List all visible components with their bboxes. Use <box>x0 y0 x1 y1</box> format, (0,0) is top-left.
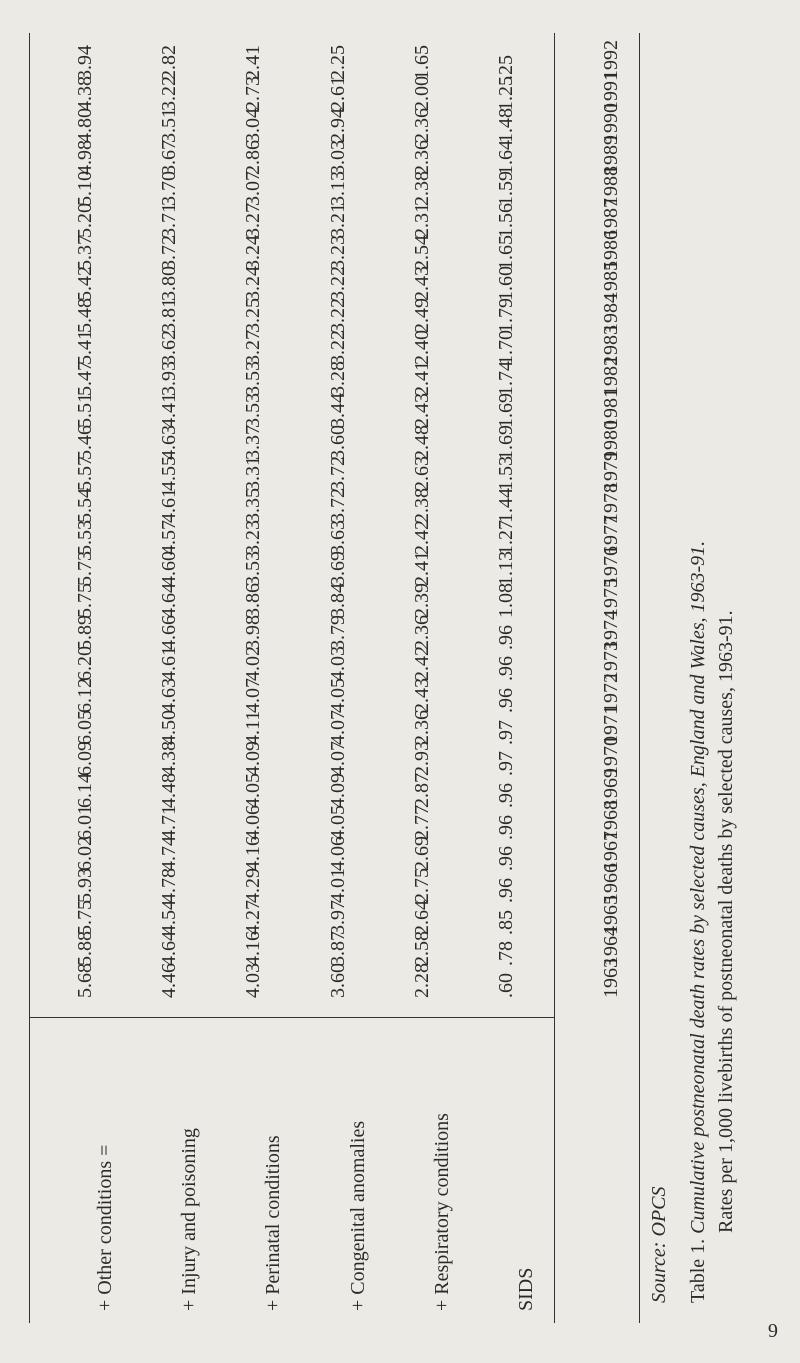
table-cell: 5.93 <box>74 868 97 903</box>
year-label: 1975 <box>600 578 622 618</box>
table-cell: 4.74 <box>158 836 181 872</box>
table-cell: 5.47 <box>74 361 97 397</box>
table-cell: 3.97 <box>326 899 349 935</box>
table-cell: 5.20 <box>74 203 97 238</box>
table-cell: 6.09 <box>74 741 97 777</box>
table-cell: 3.22 <box>326 266 349 302</box>
table-cell: 4.09 <box>326 773 349 808</box>
caption-text: Cumulative postneonatal death rates by selected causes, England and Wales, 1963-91. <box>687 540 709 1239</box>
table-cell: 3.25 <box>242 298 265 333</box>
caption-title <box>684 63 712 1303</box>
table-cell: .96 <box>494 878 517 903</box>
table-cell: 2.42 <box>410 646 433 682</box>
table-cell: 2.61 <box>326 76 349 112</box>
source-note <box>648 1003 678 1303</box>
table-cell: 4.57 <box>158 519 181 555</box>
year-label: 1965 <box>600 894 622 935</box>
table-cell: 3.27 <box>242 329 265 365</box>
row-label: + Respiratory conditions <box>430 1113 453 1311</box>
table-cell: 5.42 <box>74 266 97 302</box>
table-cell: 5.10 <box>74 171 97 207</box>
table-cell: 2.87 <box>410 773 433 808</box>
table-cell: 3.70 <box>158 171 181 207</box>
table-cell: 3.60 <box>326 424 349 460</box>
table-cell: 4.07 <box>326 709 349 745</box>
table-cell: 5.53 <box>74 519 97 555</box>
table-cell: 2.86 <box>242 139 265 175</box>
table-cell: 3.51 <box>158 108 181 143</box>
table-cell: 3.63 <box>326 519 349 555</box>
year-label: 1983 <box>600 324 622 365</box>
table-cell: 1.79 <box>494 298 517 333</box>
table-cell: 6.14 <box>74 773 97 808</box>
year-label: 1992 <box>600 39 622 80</box>
year-label: 1973 <box>600 641 622 682</box>
table-cell: 5.54 <box>74 488 97 523</box>
table-cell: 2.75 <box>410 868 433 903</box>
table-cell: 4.38 <box>158 741 181 777</box>
year-label: 1991 <box>600 71 622 112</box>
year-label: 1968 <box>600 799 622 840</box>
table-cell: 3.69 <box>326 551 349 587</box>
table-cell: 4.41 <box>158 393 181 428</box>
table-cell: 4.05 <box>326 804 349 840</box>
table-cell: 2.48 <box>410 424 433 460</box>
table-cell: 3.03 <box>326 139 349 175</box>
year-label: 1986 <box>600 229 622 270</box>
table-cell: 3.79 <box>326 614 349 650</box>
table-cell: 3.23 <box>326 234 349 270</box>
caption-label: Table 1. <box>687 1238 709 1303</box>
table-cell: 2.41 <box>242 44 265 80</box>
year-label: 1978 <box>600 483 622 523</box>
table-cell: 6.20 <box>74 646 97 682</box>
table-cell: 4.02 <box>242 646 265 682</box>
table-cell: 2.00 <box>410 76 433 112</box>
table-cell: 2.42 <box>410 519 433 555</box>
table-cell: 3.72 <box>326 456 349 492</box>
table-cell: 3.28 <box>326 361 349 397</box>
table-cell: 4.29 <box>242 868 265 903</box>
table-cell: 3.87 <box>326 931 349 967</box>
table-cell: 2.94 <box>326 108 349 143</box>
table-cell: 4.63 <box>158 424 181 460</box>
table-cell: 3.72 <box>326 488 349 523</box>
table-cell: 4.03 <box>326 646 349 682</box>
table-cell: 4.06 <box>326 836 349 872</box>
year-label: 1964 <box>600 926 622 967</box>
table-cell: 3.35 <box>242 488 265 523</box>
table-cell: 3.53 <box>242 393 265 428</box>
table-cell: .96 <box>494 624 517 650</box>
table-cell: 4.98 <box>74 139 97 175</box>
table-cell: 4.16 <box>242 836 265 872</box>
table-cell: 4.48 <box>158 773 181 808</box>
table-cell: 2.36 <box>410 709 433 745</box>
table-cell: 4.09 <box>242 741 265 777</box>
table-cell: 4.66 <box>158 614 181 650</box>
table-cell: 2.25 <box>326 44 349 80</box>
table-cell: 1.08 <box>494 583 517 618</box>
year-label: 1966 <box>600 863 622 903</box>
table-cell: 5.75 <box>74 899 97 935</box>
caption-subtitle: Rates per 1,000 livebirths of postneonatal deaths by selected causes, 1963-91. <box>715 610 737 1233</box>
table-cell: 2.58 <box>410 931 433 967</box>
year-label: 1985 <box>600 261 622 302</box>
table-cell: 3.53 <box>242 361 265 397</box>
table-cell: 3.53 <box>242 551 265 587</box>
table-cell: 3.22 <box>326 329 349 365</box>
year-label: 1989 <box>600 134 622 175</box>
table-cell: 5.68 <box>74 963 97 998</box>
table-cell: 1.53 <box>494 456 517 492</box>
row-label: + Congenital anomalies <box>346 1120 369 1311</box>
caption-lines <box>684 63 740 1303</box>
table-cell: .97 <box>494 719 517 745</box>
table-cell: 4.07 <box>326 741 349 777</box>
table-cell: 2.49 <box>410 298 433 333</box>
table-cell: 4.11 <box>242 710 265 745</box>
table-cell: 4.63 <box>158 678 181 713</box>
table-cell: 4.06 <box>242 804 265 840</box>
table-cell: 2.43 <box>410 678 433 713</box>
table-cell: 4.07 <box>242 678 265 713</box>
table-cell: 1.69 <box>494 424 517 460</box>
data-table <box>20 33 640 1323</box>
table-cell: 4.54 <box>158 899 181 935</box>
table-cell: 4.78 <box>158 868 181 903</box>
table-cell: 3.07 <box>242 171 265 207</box>
table-cell: 1.48 <box>494 108 517 143</box>
table-cell: .96 <box>494 846 517 872</box>
table-cell: 3.13 <box>326 171 349 207</box>
table-cell: 2.36 <box>410 614 433 650</box>
table-cell: 4.38 <box>74 76 97 112</box>
table-cell: 4.05 <box>326 678 349 713</box>
year-label: 1980 <box>600 419 622 460</box>
table-cell: 3.21 <box>326 203 349 238</box>
table-cell: .60 <box>494 973 517 998</box>
table-header <box>20 1023 640 1323</box>
table-cell: 2.31 <box>410 203 433 238</box>
year-label: 1970 <box>600 736 622 777</box>
table-cell: 3.80 <box>158 266 181 302</box>
table-cell: 1.44 <box>494 488 517 523</box>
table-cell: 4.27 <box>242 899 265 935</box>
table-cell: 2.63 <box>410 456 433 492</box>
table-cell: .96 <box>494 656 517 682</box>
year-label: 1987 <box>600 198 622 238</box>
table-cell: 2.36 <box>410 139 433 175</box>
table-cell: 2.54 <box>410 234 433 270</box>
table-cell: 2.64 <box>410 899 433 935</box>
table-cell: 1.70 <box>494 329 517 365</box>
table-cell: 3.24 <box>242 234 265 270</box>
row-label: SIDS <box>514 1267 537 1311</box>
table-cell: 2.82 <box>158 44 181 80</box>
year-label: 1981 <box>600 388 622 428</box>
table-cell: 1.13 <box>494 551 517 587</box>
table-cell: 1.60 <box>494 266 517 302</box>
table-cell: 3.62 <box>158 329 181 365</box>
table-cell: 1.65 <box>410 44 433 80</box>
table-cell: 5.75 <box>74 583 97 618</box>
year-label: 1974 <box>600 609 622 650</box>
table-cell: 4.80 <box>74 108 97 143</box>
table-cell: 4.03 <box>242 963 265 998</box>
table-cell: 1.64 <box>494 139 517 175</box>
table-caption <box>684 63 744 1303</box>
table-cell: 4.64 <box>158 931 181 967</box>
year-label: 1979 <box>600 451 622 492</box>
table-cell: 6.01 <box>74 804 97 840</box>
table-cell: 2.73 <box>242 76 265 112</box>
table-cell: 3.93 <box>158 361 181 397</box>
table-cell: 1.65 <box>494 234 517 270</box>
year-label: 1967 <box>600 831 622 872</box>
table-cell: 5.46 <box>74 424 97 460</box>
source-text: Source: OPCS <box>648 1186 670 1303</box>
table-cell: 5.37 <box>74 234 97 270</box>
table-cell: 5.51 <box>74 393 97 428</box>
table-cell: 2.40 <box>410 329 433 365</box>
table-cell: 2.36 <box>410 108 433 143</box>
year-label: 1971 <box>600 704 622 745</box>
table-cell: 3.67 <box>158 139 181 175</box>
table-cell: 2.39 <box>410 583 433 618</box>
table-cell: 4.61 <box>158 488 181 523</box>
year-label: 1988 <box>600 166 622 207</box>
table-cell: 1.25 <box>494 76 517 112</box>
table-cell: 2.43 <box>410 393 433 428</box>
table-cell: .96 <box>494 688 517 713</box>
table-cell: 5.41 <box>74 329 97 365</box>
page-number: 6 <box>768 1319 778 1341</box>
table-cell: 6.05 <box>74 709 97 745</box>
table-cell: 5.73 <box>74 551 97 587</box>
table-cell: 4.71 <box>158 804 181 840</box>
table-cell: 1.59 <box>494 171 517 207</box>
table-cell: .96 <box>494 814 517 840</box>
table-cell: 1.74 <box>494 361 517 397</box>
table-cell: 4.61 <box>158 646 181 682</box>
year-label: 1972 <box>600 673 622 713</box>
table-cell: 4.55 <box>158 456 181 492</box>
table-cell: 3.04 <box>242 108 265 143</box>
table-cell: 6.02 <box>74 836 97 872</box>
table-cell: 3.98 <box>242 614 265 650</box>
table-cell: 3.81 <box>158 298 181 333</box>
table-cell: 3.72 <box>158 234 181 270</box>
table-cell: 1.56 <box>494 203 517 238</box>
table-cell: 5.57 <box>74 456 97 492</box>
table-cell: 1.27 <box>494 519 517 555</box>
year-label: 1976 <box>600 546 622 587</box>
table-cell: 4.50 <box>158 709 181 745</box>
row-label: + Perinatal conditions <box>262 1135 285 1311</box>
table-cell: 2.43 <box>410 266 433 302</box>
table-cell: 3.22 <box>158 76 181 112</box>
year-label: 1984 <box>600 293 622 333</box>
table-cell: 4.46 <box>158 963 181 998</box>
table-cell: 3.84 <box>326 583 349 618</box>
year-label: 1969 <box>600 768 622 808</box>
table-cell: 3.94 <box>74 44 97 80</box>
table-cell: 2.38 <box>410 171 433 207</box>
table-cell: 2.41 <box>410 551 433 587</box>
table-cell: 3.86 <box>242 583 265 618</box>
table-cell: 2.41 <box>410 361 433 397</box>
table-cell: 3.71 <box>158 203 181 238</box>
table-cell: 3.44 <box>326 393 349 428</box>
table-cell: 2.38 <box>410 488 433 523</box>
year-label: 1963 <box>600 958 622 998</box>
table-cell: .96 <box>494 783 517 808</box>
table-cell: 5.48 <box>74 298 97 333</box>
year-label: 1982 <box>600 356 622 397</box>
table-cell: 2.28 <box>410 963 433 998</box>
table-cell: 4.05 <box>242 773 265 808</box>
table-cell: 3.60 <box>326 963 349 998</box>
year-label: 1977 <box>600 514 622 555</box>
row-label: + Other conditions = <box>94 1144 117 1311</box>
table-cell: 5.88 <box>74 931 97 967</box>
table-cell: 3.31 <box>242 456 265 492</box>
table-cell: 3.37 <box>242 424 265 460</box>
table-cell: 3.24 <box>242 266 265 302</box>
table-cell: 2.77 <box>410 804 433 840</box>
table-cell: 3.23 <box>242 519 265 555</box>
table-cell: .25 <box>494 54 517 80</box>
table-cell: 3.22 <box>326 298 349 333</box>
table-cell: 4.16 <box>242 931 265 967</box>
table-cell: 6.12 <box>74 678 97 713</box>
row-label: + Injury and poisoning <box>178 1128 201 1311</box>
table-cell: .97 <box>494 751 517 777</box>
table-cell: 4.64 <box>158 583 181 618</box>
table-cell: 2.69 <box>410 836 433 872</box>
table-cell: 1.69 <box>494 393 517 428</box>
year-label: 1990 <box>600 103 622 143</box>
table-cell: 4.60 <box>158 551 181 587</box>
table-cell: 4.01 <box>326 868 349 903</box>
table-cell: .78 <box>494 941 517 967</box>
table-cell: 5.89 <box>74 614 97 650</box>
table-cell: 2.93 <box>410 741 433 777</box>
table-cell: 3.27 <box>242 203 265 238</box>
header-rule <box>30 1017 555 1018</box>
table-cell: .85 <box>494 909 517 935</box>
